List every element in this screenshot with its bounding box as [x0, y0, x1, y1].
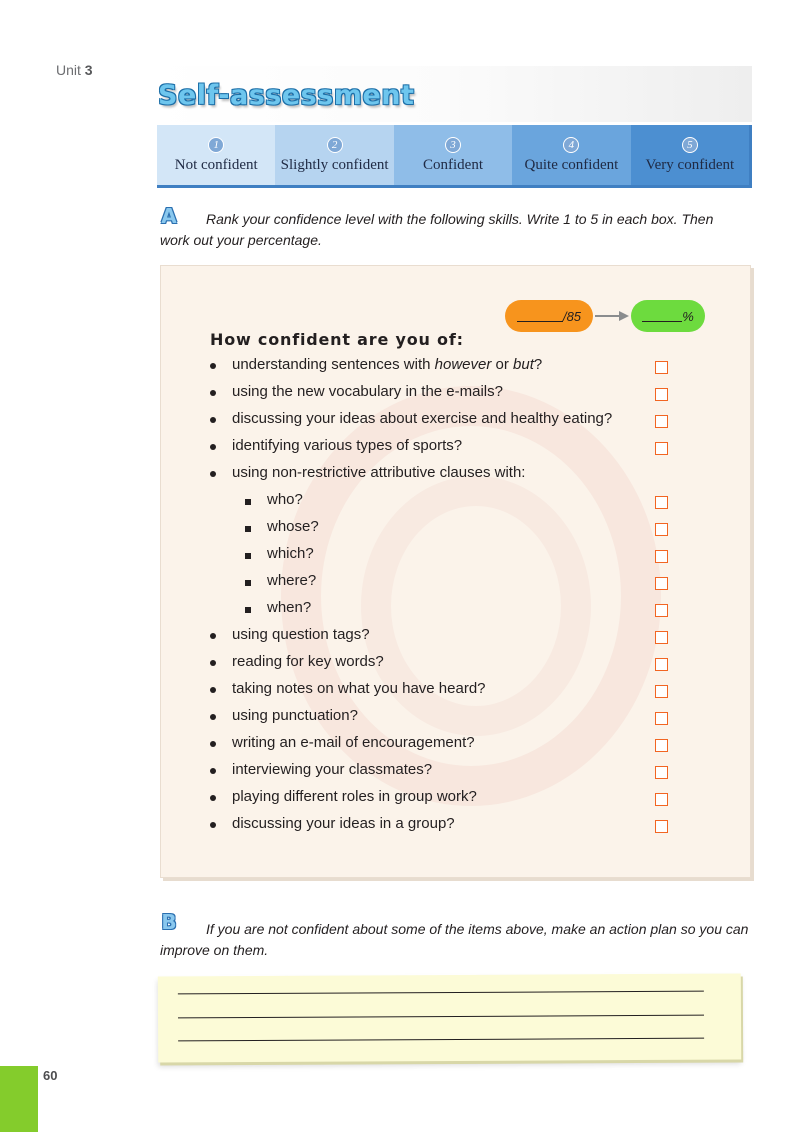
item-text	[232, 356, 542, 373]
rating-checkbox[interactable]	[655, 496, 668, 509]
page-number: 60	[43, 1068, 58, 1083]
bullet-icon	[210, 390, 216, 396]
item-text: discussing your ideas in a group?	[232, 815, 455, 832]
bullet-icon	[210, 363, 216, 369]
rating-checkbox[interactable]	[655, 388, 668, 401]
scale-number-4: 4	[563, 137, 579, 153]
scale-level-3	[394, 125, 512, 185]
rating-checkbox[interactable]	[655, 766, 668, 779]
bullet-icon	[210, 417, 216, 423]
scale-number-2: 2	[327, 137, 343, 153]
scale-level-4	[512, 125, 630, 185]
action-plan-area[interactable]	[158, 973, 741, 1062]
item-text: using non-restrictive attributive clauses with:	[232, 464, 526, 481]
item-text: playing different roles in group work?	[232, 788, 477, 805]
page-title: Self-assessment	[158, 80, 415, 111]
bullet-icon	[210, 471, 216, 477]
page-corner-tab	[0, 1066, 38, 1132]
rating-checkbox[interactable]	[655, 550, 668, 563]
unit-number: 3	[84, 62, 93, 78]
arrow-right-icon	[595, 309, 629, 323]
item-text: using the new vocabulary in the e-mails?	[232, 383, 503, 400]
scale-label-3: Confident	[423, 156, 484, 173]
scale-number-5: 5	[682, 137, 698, 153]
scale-label-2: Slightly confident	[280, 156, 389, 173]
bullet-icon	[210, 687, 216, 693]
score-percent-label: %	[682, 308, 694, 324]
scale-level-2	[275, 125, 393, 185]
rating-checkbox[interactable]	[655, 658, 668, 671]
bullet-icon	[210, 633, 216, 639]
item-text: discussing your ideas about exercise and healthy eating?	[232, 410, 613, 427]
unit-prefix: Unit	[56, 62, 81, 78]
rating-checkbox[interactable]	[655, 604, 668, 617]
bullet-icon	[210, 795, 216, 801]
item-text-part: understanding sentences with	[232, 356, 435, 373]
item-text: interviewing your classmates?	[232, 761, 433, 778]
scale-level-5	[631, 125, 749, 185]
confidence-scale	[157, 125, 752, 188]
rating-checkbox[interactable]	[655, 442, 668, 455]
item-text: taking notes on what you have heard?	[232, 680, 486, 697]
percent-blank	[642, 310, 682, 322]
item-text: writing an e-mail of encouragement?	[232, 734, 475, 751]
rating-checkbox[interactable]	[655, 685, 668, 698]
bullet-icon	[210, 444, 216, 450]
item-text: using punctuation?	[232, 707, 358, 724]
bullet-icon	[210, 714, 216, 720]
background-swirl-inner	[361, 476, 591, 736]
unit-label	[56, 62, 93, 78]
score-blank	[517, 310, 563, 322]
writing-line[interactable]	[178, 1038, 704, 1042]
square-bullet-icon	[245, 526, 251, 532]
item-text: whose?	[267, 518, 319, 535]
rating-checkbox[interactable]	[655, 523, 668, 536]
item-text: reading for key words?	[232, 653, 384, 670]
emphasis-word: however	[434, 356, 492, 373]
writing-line[interactable]	[178, 991, 704, 995]
rating-checkbox[interactable]	[655, 415, 668, 428]
bullet-icon	[210, 822, 216, 828]
section-a-letter: A	[161, 204, 177, 228]
item-text: when?	[267, 599, 312, 616]
scale-number-3: 3	[445, 137, 461, 153]
item-text: where?	[267, 572, 317, 589]
bullet-icon	[210, 741, 216, 747]
section-b-instruction: If you are not confident about some of the items above, make an action plan so you can improve on them.	[160, 921, 749, 958]
score-percent-field[interactable]	[631, 300, 705, 332]
emphasis-word: but	[513, 356, 534, 373]
rating-checkbox[interactable]	[655, 361, 668, 374]
rating-checkbox[interactable]	[655, 793, 668, 806]
item-text: identifying various types of sports?	[232, 437, 463, 454]
score-total-label: /85	[562, 308, 582, 324]
square-bullet-icon	[245, 607, 251, 613]
scale-label-1: Not confident	[174, 156, 258, 173]
rating-checkbox[interactable]	[655, 577, 668, 590]
square-bullet-icon	[245, 553, 251, 559]
rating-checkbox[interactable]	[655, 631, 668, 644]
bullet-icon	[210, 768, 216, 774]
item-text-part: ?	[533, 356, 543, 373]
item-text: using question tags?	[232, 626, 370, 643]
rating-checkbox[interactable]	[655, 739, 668, 752]
scale-label-5: Very confident	[645, 156, 735, 173]
score-total-field[interactable]	[505, 300, 593, 332]
item-text: who?	[267, 491, 303, 508]
rating-checkbox[interactable]	[655, 820, 668, 833]
writing-line[interactable]	[178, 1015, 704, 1019]
scale-level-1	[157, 125, 275, 185]
section-b-letter: B	[161, 910, 177, 934]
scale-number-1: 1	[208, 137, 224, 153]
bullet-icon	[210, 660, 216, 666]
square-bullet-icon	[245, 499, 251, 505]
item-text-part: or	[491, 356, 514, 373]
checklist-heading: How confident are you of:	[210, 330, 464, 349]
section-a-instruction: Rank your confidence level with the following skills. Write 1 to 5 in each box. Then work out your percentage.	[160, 211, 714, 248]
rating-checkbox[interactable]	[655, 712, 668, 725]
square-bullet-icon	[245, 580, 251, 586]
item-text: which?	[267, 545, 314, 562]
scale-label-4: Quite confident	[524, 156, 619, 173]
